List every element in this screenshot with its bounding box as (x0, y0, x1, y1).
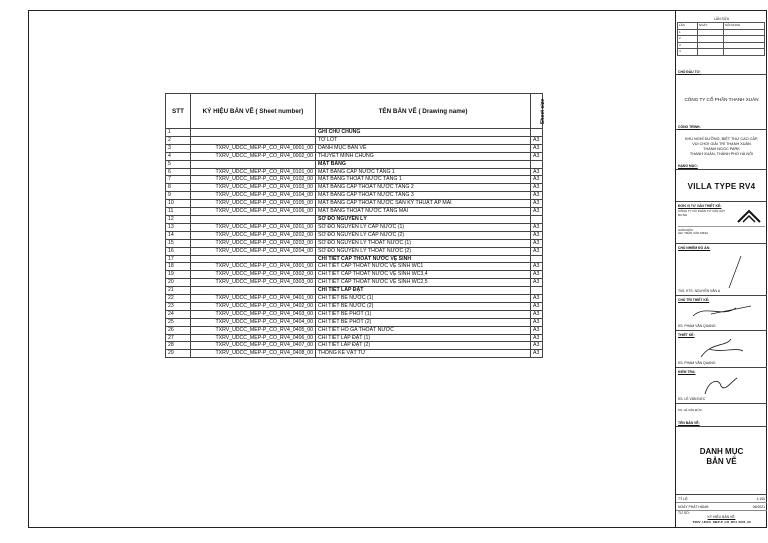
header-sheet-number: KÝ HIỆU BẢN VẼ ( Sheet number) (191, 94, 316, 129)
row-stt: 22 (166, 295, 191, 303)
row-drawing-name: CHI TIẾT LẮP ĐẶT (316, 287, 531, 295)
table-row (166, 255, 543, 263)
chief-name: ThS. KTS. NGUYỄN VĂN A (678, 289, 721, 293)
row-sheet-size: A3 (531, 223, 543, 231)
table-row (166, 342, 543, 350)
issue-label: TỪ SỐ: (678, 511, 690, 515)
row-drawing-name: CHI TIẾT CẤP THOÁT NƯỚC VỆ SINH WC1 (316, 263, 531, 271)
project-location: THANH XUÂN, THÀNH PHỐ HÀ NỘI (689, 152, 754, 156)
row-drawing-name: CHI TIẾT BỂ PHỐT (2) (316, 318, 531, 326)
title-block (675, 11, 766, 527)
table-row (166, 326, 543, 334)
project-section (676, 130, 767, 170)
table-row (166, 271, 543, 279)
row-drawing-name: SƠ ĐỒ NGUYÊN LÝ CẤP NƯỚC (1) (316, 223, 531, 231)
checker-signature-icon (681, 374, 761, 396)
row-sheet-number: TXRV_UDCC_MEP-P_CO_RV4_0407_00 (191, 342, 316, 350)
row-stt: 10 (166, 200, 191, 208)
lead-name: KS. PHẠM VĂN QUANG (678, 324, 716, 328)
row-sheet-size: A3 (531, 295, 543, 303)
row-stt: 16 (166, 247, 191, 255)
row-sheet-number: TXRV_UDCC_MEP-P_CO_RV4_0404_00 (191, 318, 316, 326)
consultant-section (676, 202, 767, 244)
row-sheet-number: TXRV_UDCC_MEP-P_CO_RV4_0203_00 (191, 239, 316, 247)
row-sheet-size: A3 (531, 271, 543, 279)
rev-row-4: 4 (678, 49, 698, 56)
table-row (166, 208, 543, 216)
table-row (166, 310, 543, 318)
row-sheet-size (531, 287, 543, 295)
row-sheet-number: TXRV_UDCC_MEP-P_CO_RV4_0303_00 (191, 279, 316, 287)
row-stt: 8 (166, 184, 191, 192)
row-sheet-size: A3 (531, 334, 543, 342)
row-sheet-size: A3 (531, 310, 543, 318)
table-row (166, 350, 543, 358)
designer-label: THIẾT KẾ: (678, 333, 695, 337)
row-sheet-size (531, 255, 543, 263)
row-sheet-size: A3 (531, 192, 543, 200)
row-sheet-size: A3 (531, 263, 543, 271)
row-drawing-name: DANH MỤC BẢN VẼ (316, 144, 531, 152)
row-drawing-name: MẶT BẰNG CẤP THOÁT NƯỚC TẦNG 2 (316, 184, 531, 192)
drawing-title-label: TÊN BẢN VẼ: (678, 421, 700, 425)
consultant-logo-icon (736, 208, 762, 224)
drawing-list-body (166, 129, 543, 358)
row-stt: 1 (166, 129, 191, 137)
row-stt: 7 (166, 176, 191, 184)
row-stt: 21 (166, 287, 191, 295)
owner-name: CÔNG TY CỔ PHẦN THANH XUÂN (684, 97, 759, 102)
drawing-number: TXRV_UDCC_MEP-P_CO_RV4_0001_00 (692, 520, 751, 524)
table-header-row (166, 94, 543, 129)
row-stt: 9 (166, 192, 191, 200)
row-sheet-number: TXRV_UDCC_MEP-P_CO_RV4_0301_00 (191, 263, 316, 271)
row-sheet-size: A3 (531, 176, 543, 184)
row-sheet-number (191, 160, 316, 168)
row-stt: 4 (166, 152, 191, 160)
row-sheet-size: A3 (531, 350, 543, 358)
table-row (166, 231, 543, 239)
row-sheet-number (191, 255, 316, 263)
chief-label: CHỦ NHIỆM ĐỒ ÁN: (678, 246, 711, 250)
row-sheet-size (531, 215, 543, 223)
checker-name-2: KS. LÊ VĂN ĐỨC (678, 408, 703, 412)
date-value: 06/2021 (752, 505, 765, 509)
row-sheet-number: TXRV_UDCC_MEP-P_CO_RV4_0408_00 (191, 350, 316, 358)
row-sheet-number: TXRV_UDCC_MEP-P_CO_RV4_0106_00 (191, 208, 316, 216)
consultant-label: ĐƠN VỊ TƯ VẤN THIẾT KẾ: (678, 204, 722, 208)
row-sheet-size: A3 (531, 184, 543, 192)
row-stt: 20 (166, 279, 191, 287)
drawing-title-line-1: DANH MỤC (699, 447, 744, 456)
drawing-list-table (165, 93, 547, 358)
row-sheet-number: TXRV_UDCC_MEP-P_CO_RV4_0202_00 (191, 231, 316, 239)
row-drawing-name: SƠ ĐỒ NGUYÊN LÝ CẤP NƯỚC (2) (316, 231, 531, 239)
date-label: NGÀY PHÁT HÀNH: (678, 505, 709, 509)
lead-section (676, 296, 767, 331)
header-drawing-name: TÊN BẢN VẼ ( Drawing name) (316, 94, 531, 129)
row-sheet-size: A3 (531, 342, 543, 350)
drawing-title-section (676, 427, 767, 495)
row-sheet-number: TXRV_UDCC_MEP-P_CO_RV4_0402_00 (191, 302, 316, 310)
row-stt: 25 (166, 318, 191, 326)
table-row (166, 184, 543, 192)
row-sheet-number: TXRV_UDCC_MEP-P_CO_RV4_0302_00 (191, 271, 316, 279)
lead-signature-icon (681, 302, 761, 324)
row-sheet-size: A3 (531, 136, 543, 144)
row-drawing-name: MẶT BẰNG CẤP THOÁT NƯỚC TẦNG 3 (316, 192, 531, 200)
designer-name: KS. PHẠM VĂN QUANG (678, 361, 716, 365)
rev-row-2: 2 (678, 36, 698, 43)
row-drawing-name: CHI TIẾT LẮP ĐẶT (1) (316, 334, 531, 342)
item-label: HẠNG MỤC: (678, 164, 698, 168)
table-row (166, 136, 543, 144)
rev-row-3: 3 (678, 42, 698, 49)
row-stt: 14 (166, 231, 191, 239)
checker-extra-section (676, 404, 767, 427)
row-sheet-size: A3 (531, 152, 543, 160)
row-sheet-size (531, 129, 543, 137)
row-sheet-size: A3 (531, 247, 543, 255)
table-row (166, 215, 543, 223)
row-stt: 11 (166, 208, 191, 216)
row-stt: 27 (166, 334, 191, 342)
rev-header-date: NGÀY (698, 23, 724, 30)
row-sheet-size: A3 (531, 279, 543, 287)
table-row (166, 144, 543, 152)
table-row (166, 200, 543, 208)
rev-header-content: NỘI DUNG (724, 23, 765, 30)
table-row (166, 239, 543, 247)
row-stt: 23 (166, 302, 191, 310)
table-row (166, 287, 543, 295)
row-sheet-size: A3 (531, 326, 543, 334)
revision-title: LẦN SỬA (714, 17, 729, 21)
row-drawing-name: CHI TIẾT LẮP ĐẶT (2) (316, 342, 531, 350)
row-sheet-number: TXRV_UDCC_MEP-P_CO_RV4_0002_00 (191, 152, 316, 160)
consultant-name: CÔNG TY CỔ PHẦN TƯ VẤN XÂY DỰNG (678, 209, 726, 217)
row-drawing-name: MẶT BẰNG THOÁT NƯỚC TẦNG MÁI (316, 208, 531, 216)
checker-label: KIỂM TRA: (678, 370, 696, 374)
row-stt: 18 (166, 263, 191, 271)
chief-signature-icon (681, 254, 761, 276)
chief-section (676, 244, 767, 296)
table-row (166, 176, 543, 184)
row-drawing-name: GHI CHÚ CHUNG (316, 129, 531, 137)
revision-table (677, 22, 765, 56)
row-drawing-name: TỜ LÓT (316, 136, 531, 144)
row-sheet-number: TXRV_UDCC_MEP-P_CO_RV4_0104_00 (191, 192, 316, 200)
row-sheet-number: TXRV_UDCC_MEP-P_CO_RV4_0102_00 (191, 176, 316, 184)
project-line-3: THANH NGỌC PARK (703, 147, 740, 151)
table-row (166, 168, 543, 176)
row-sheet-number: TXRV_UDCC_MEP-P_CO_RV4_0105_00 (191, 200, 316, 208)
item-name: VILLA TYPE RV4 (687, 182, 756, 191)
revision-section (676, 11, 767, 75)
row-sheet-number: TXRV_UDCC_MEP-P_CO_RV4_0403_00 (191, 310, 316, 318)
row-sheet-number: TXRV_UDCC_MEP-P_CO_RV4_0103_00 (191, 184, 316, 192)
table-row (166, 295, 543, 303)
scale-label: TỶ LỆ: (678, 497, 689, 501)
row-stt: 5 (166, 160, 191, 168)
row-sheet-number: TXRV_UDCC_MEP-P_CO_RV4_0101_00 (191, 168, 316, 176)
row-drawing-name: SƠ ĐỒ NGUYÊN LÝ (316, 215, 531, 223)
row-drawing-name: MẶT BẰNG THOÁT NƯỚC TẦNG 1 (316, 176, 531, 184)
rev-header-no: LẦN (678, 23, 698, 30)
row-stt: 28 (166, 342, 191, 350)
row-drawing-name: THỐNG KÊ VẬT TƯ (316, 350, 531, 358)
checker-name: KS. LÊ VĂN ĐỨC (678, 397, 706, 401)
row-drawing-name: CHI TIẾT CẤP THOÁT NƯỚC VỆ SINH WC2,5 (316, 279, 531, 287)
row-sheet-number (191, 215, 316, 223)
row-sheet-size: A3 (531, 200, 543, 208)
date-row (676, 503, 767, 511)
header-stt: STT (166, 94, 191, 129)
table-row (166, 302, 543, 310)
row-drawing-name: SƠ ĐỒ NGUYÊN LÝ THOÁT NƯỚC (1) (316, 239, 531, 247)
number-row (676, 511, 767, 527)
row-drawing-name: CHI TIẾT CẤP THOÁT NƯỚC VỆ SINH (316, 255, 531, 263)
row-sheet-size: A3 (531, 168, 543, 176)
row-drawing-name: MẶT BẰNG CẤP THOÁT NƯỚC SÂN KỸ THUẬT ÁP MÁI (316, 200, 531, 208)
row-sheet-size: A3 (531, 231, 543, 239)
row-sheet-size (531, 160, 543, 168)
row-stt: 19 (166, 271, 191, 279)
row-sheet-number (191, 136, 316, 144)
row-drawing-name: SƠ ĐỒ NGUYÊN LÝ THOÁT NƯỚC (2) (316, 247, 531, 255)
table-row (166, 318, 543, 326)
row-drawing-name: MẶT BẰNG (316, 160, 531, 168)
row-stt: 26 (166, 326, 191, 334)
row-stt: 12 (166, 215, 191, 223)
row-drawing-name: CHI TIẾT HỐ GA THOÁT NƯỚC (316, 326, 531, 334)
row-drawing-name: CHI TIẾT BỂ NƯỚC (2) (316, 302, 531, 310)
row-sheet-number: TXRV_UDCC_MEP-P_CO_RV4_0201_00 (191, 223, 316, 231)
table-row (166, 223, 543, 231)
row-stt: 17 (166, 255, 191, 263)
project-line-1: KHU NGHỈ DƯỠNG, BIỆT THỰ CAO CẤP, (684, 137, 759, 141)
designer-section (676, 331, 767, 368)
row-drawing-name: THUYẾT MINH CHUNG (316, 152, 531, 160)
project-line-2: VUI CHƠI GIẢI TRÍ THANH XUÂN (692, 142, 751, 146)
header-sheet-size (531, 94, 547, 129)
director-name: GĐ: TRẦN VĂN MINH (678, 231, 708, 235)
row-sheet-number: TXRV_UDCC_MEP-P_CO_RV4_0405_00 (191, 326, 316, 334)
table-row (166, 192, 543, 200)
row-sheet-number (191, 287, 316, 295)
row-drawing-name: MẶT BẰNG CẤP NƯỚC TẦNG 1 (316, 168, 531, 176)
table-row (166, 279, 543, 287)
row-sheet-size: A3 (531, 144, 543, 152)
owner-section (676, 75, 767, 130)
row-stt: 29 (166, 350, 191, 358)
checker-section (676, 368, 767, 404)
table-row (166, 263, 543, 271)
row-stt: 3 (166, 144, 191, 152)
row-sheet-number: TXRV_UDCC_MEP-P_CO_RV4_0204_00 (191, 247, 316, 255)
row-stt: 6 (166, 168, 191, 176)
row-drawing-name: CHI TIẾT BỂ PHỐT (1) (316, 310, 531, 318)
row-stt: 24 (166, 310, 191, 318)
row-sheet-size: A3 (531, 239, 543, 247)
row-drawing-name: CHI TIẾT BỂ NƯỚC (1) (316, 295, 531, 303)
row-sheet-number: TXRV_UDCC_MEP-P_CO_RV4_0001_00 (191, 144, 316, 152)
number-label: KÝ HIỆU BẢN VẼ: (707, 515, 736, 519)
row-stt: 15 (166, 239, 191, 247)
scale-value: 1:100 (756, 497, 765, 501)
drawing-title-line-2: BẢN VẼ (706, 457, 737, 466)
rev-row-1: 1 (678, 29, 698, 36)
row-stt: 13 (166, 223, 191, 231)
director-label: GIÁM ĐỐC: (678, 226, 765, 232)
project-label: CÔNG TRÌNH: (678, 125, 701, 129)
item-section (676, 170, 767, 202)
row-sheet-size: A3 (531, 318, 543, 326)
designer-signature-icon (681, 337, 761, 359)
row-sheet-number (191, 129, 316, 137)
row-sheet-size: A3 (531, 208, 543, 216)
row-sheet-number: TXRV_UDCC_MEP-P_CO_RV4_0401_00 (191, 295, 316, 303)
table-row (166, 334, 543, 342)
row-sheet-number: TXRV_UDCC_MEP-P_CO_RV4_0406_00 (191, 334, 316, 342)
scale-row (676, 495, 767, 503)
table-row (166, 152, 543, 160)
row-drawing-name: CHI TIẾT CẤP THOÁT NƯỚC VỆ SINH WC3,4 (316, 271, 531, 279)
row-stt: 2 (166, 136, 191, 144)
header-sheet-size-label: Sheet size (540, 98, 547, 125)
lead-label: CHỦ TRÌ THIẾT KẾ: (678, 298, 710, 302)
table-row (166, 247, 543, 255)
table-row (166, 160, 543, 168)
table-row (166, 129, 543, 137)
row-sheet-size: A3 (531, 302, 543, 310)
owner-label: CHỦ ĐẦU TƯ: (678, 70, 701, 74)
